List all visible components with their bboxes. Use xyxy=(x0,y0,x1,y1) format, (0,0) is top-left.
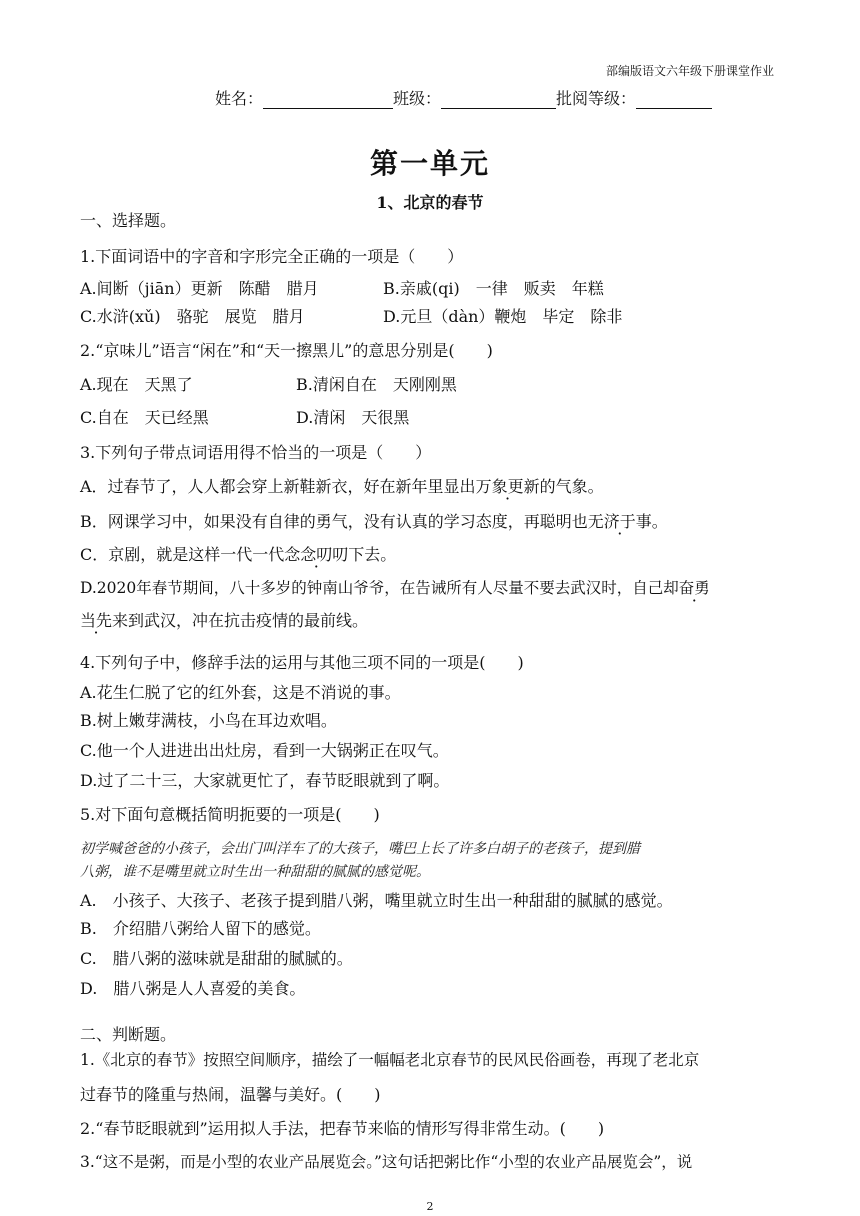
q3-d-dotted-word: 奋勇 xyxy=(678,579,710,597)
grade-label: 批阅等级： xyxy=(556,89,637,108)
q1-option-a: A.间断（jiān）更新 陈醋 腊月 xyxy=(80,279,319,298)
q2-stem: 2.“京味儿”语言“闲在”和“天一擦黑儿”的意思分别是( ) xyxy=(80,341,493,360)
q1-stem: 1.下面词语中的字音和字形完全正确的一项是（ ） xyxy=(80,247,464,266)
q3-d-text-end: 来到武汉，冲在抗击疫情的最前线。 xyxy=(112,611,369,630)
q3-c-text-end: 下去。 xyxy=(348,545,397,564)
section1-title: 一、选择题。 xyxy=(80,211,177,230)
q3-c-dotted-word: 念念叨叨 xyxy=(284,545,349,564)
grade-blank[interactable] xyxy=(636,90,712,109)
q3-a-text-end: 的气象。 xyxy=(539,477,604,496)
q4-stem: 4.下列句子中，修辞手法的运用与其他三项不同的一项是( ) xyxy=(80,653,524,672)
class-label: 班级： xyxy=(393,89,442,108)
q5-option-c: C. 腊八粥的滋味就是甜甜的腻腻的。 xyxy=(80,949,353,968)
q1-option-b: B.亲戚(qi) 一律 贩卖 年糕 xyxy=(383,279,604,298)
q3-option-d-line1 xyxy=(80,576,710,598)
q2-option-a: A.现在 天黑了 xyxy=(80,375,193,394)
q4-option-d: D.过了二十三，大家就更忙了，春节眨眼就到了啊。 xyxy=(80,771,450,790)
section2-title: 二、判断题。 xyxy=(80,1025,177,1044)
q2-option-d: D.清闲 天很黑 xyxy=(296,408,410,427)
q3-b-text: B．网课学习中，如果没有自律的勇气，没有认真的学习态度，再聪明也 xyxy=(80,512,588,531)
q3-b-dotted-word: 无济于事 xyxy=(587,512,652,531)
q5-passage-line1: 初学喊爸爸的小孩子，会出门叫洋车了的大孩子，嘴巴上长了许多白胡子的老孩子，提到腊 xyxy=(80,841,640,857)
q5-passage-line2: 八粥，谁不是嘴里就立时生出一种甜甜的腻腻的感觉呢。 xyxy=(80,864,430,880)
q3-option-a xyxy=(80,474,604,497)
judge-1-line1: 1.《北京的春节》按照空间顺序，描绘了一幅幅老北京春节的民风民俗画卷，再现了老北京 xyxy=(80,1051,700,1069)
q3-d-dotted-word-2: 当先 xyxy=(80,611,113,630)
judge-3: 3.“这不是粥，而是小型的农业产品展览会。”这句话把粥比作“小型的农业产品展览会”，说 xyxy=(80,1153,693,1171)
page-number: 2 xyxy=(426,1200,434,1213)
q3-b-text-end: 。 xyxy=(651,512,668,531)
q1-option-c: C.水浒(xǔ) 骆驼 展览 腊月 xyxy=(80,307,305,326)
judge-1-line2: 过春节的隆重与热闹，温馨与美好。( ) xyxy=(80,1085,381,1104)
q3-option-d-line2 xyxy=(80,608,368,631)
q2-option-c: C.自在 天已经黑 xyxy=(80,408,209,427)
q3-option-b xyxy=(80,509,668,532)
name-blank[interactable] xyxy=(263,90,393,109)
class-blank[interactable] xyxy=(441,90,556,109)
q5-option-a: A. 小孩子、大孩子、老孩子提到腊八粥，嘴里就立时生出一种甜甜的腻腻的感觉。 xyxy=(80,891,673,910)
unit-title: 第一单元 xyxy=(369,147,490,180)
q3-option-c xyxy=(80,542,396,565)
header-note: 部编版语文六年级下册课堂作业 xyxy=(605,64,774,78)
name-label: 姓名： xyxy=(215,89,264,108)
q4-option-b: B.树上嫩芽满枝，小鸟在耳边欢唱。 xyxy=(80,711,337,730)
q3-a-dotted-word: 万象更新 xyxy=(475,477,540,496)
lesson-title: 1、北京的春节 xyxy=(376,193,484,212)
q5-stem: 5.对下面句意概括简明扼要的一项是( ) xyxy=(80,805,380,824)
q1-option-d: D.元旦（dàn）鞭炮 毕定 除非 xyxy=(383,307,623,326)
q2-option-b: B.清闲自在 天刚刚黑 xyxy=(296,375,457,394)
q3-stem: 3.下列句子带点词语用得不恰当的一项是（ ） xyxy=(80,443,432,462)
q4-option-a: A.花生仁脱了它的红外套，这是不消说的事。 xyxy=(80,683,401,702)
student-info-line xyxy=(215,86,712,109)
q3-d-text: D.2020年春节期间，八十多岁的钟南山爷爷，在告诫所有人尽量不要去武汉时，自己却 xyxy=(80,579,679,597)
q3-a-text: A．过春节了，人人都会穿上新鞋新衣，好在新年里显出 xyxy=(80,477,476,496)
q5-option-d: D. 腊八粥是人人喜爱的美食。 xyxy=(80,979,306,998)
q5-option-b: B. 介绍腊八粥给人留下的感觉。 xyxy=(80,919,321,938)
q4-option-c: C.他一个人进进出出灶房，看到一大锅粥正在叹气。 xyxy=(80,741,449,760)
q3-c-text: C．京剧，就是这样一代一代 xyxy=(80,545,285,564)
judge-2: 2.“春节眨眼就到”运用拟人手法，把春节来临的情形写得非常生动。( ) xyxy=(80,1119,605,1138)
